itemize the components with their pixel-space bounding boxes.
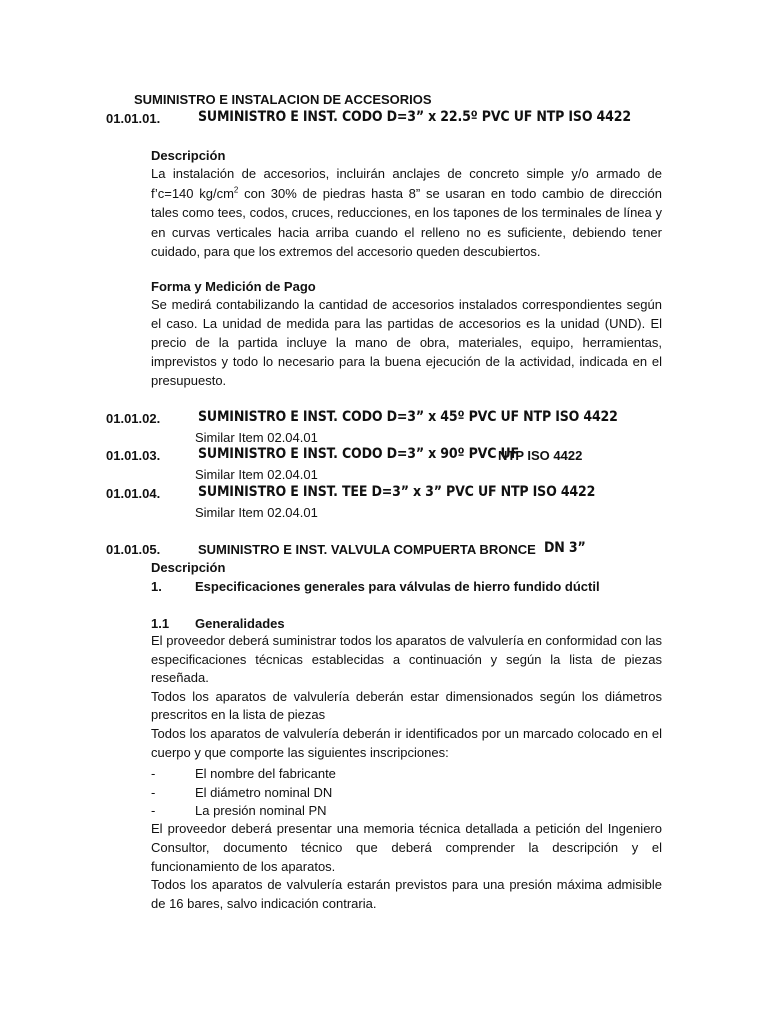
forma-paragraph: Se medirá contabilizando la cantidad de accesorios instalados correspondientes según el caso. La unidad de medida para las partidas de accesorios es la unidad (UND). El precio de la partida incluye la mano de obra, materiales, equipo, herramientas, imprevistos y todo lo necesario para la buena ejecución de la actividad, indicada en el presupuesto. bbox=[151, 297, 662, 388]
item-code: 01.01.05. bbox=[106, 542, 161, 557]
forma-text bbox=[151, 295, 662, 390]
item-title: SUMINISTRO E INST. CODO D=3” x 22.5º PVC UF NTP ISO 4422 bbox=[198, 109, 631, 125]
paragraph: El proveedor deberá suministrar todos los aparatos de valvulería en conformidad con las especificaciones técnicas establecidas a continuación y según la lista de piezas reseñada. bbox=[151, 633, 662, 686]
item-code: 01.01.01. bbox=[106, 111, 161, 126]
item-code: 01.01.03. bbox=[106, 448, 161, 463]
bullet-mark: - bbox=[151, 785, 156, 800]
spec-title: Especificaciones generales para válvulas de hierro fundido dúctil bbox=[195, 579, 600, 594]
forma-heading: Forma y Medición de Pago bbox=[151, 279, 316, 294]
final-body bbox=[151, 820, 662, 914]
paragraph: Todos los aparatos de valvulería deberán estar dimensionados según los diámetros prescritos en la lista de piezas bbox=[151, 688, 662, 723]
item-code: 01.01.02. bbox=[106, 411, 161, 426]
paragraph: Todos los aparatos de valvulería estarán previstos para una presión máxima admisible de 16 bares, salvo indicación contraria. bbox=[151, 877, 662, 912]
generalidades-body bbox=[151, 632, 662, 762]
item-title-tail: DN 3” bbox=[544, 540, 586, 556]
item-title: SUMINISTRO E INST. VALVULA COMPUERTA BRONCE bbox=[198, 542, 536, 557]
item-title: SUMINISTRO E INST. CODO D=3” x 90º PVC UF bbox=[198, 446, 519, 462]
descripcion-heading: Descripción bbox=[151, 148, 226, 163]
item-title: SUMINISTRO E INST. CODO D=3” x 45º PVC UF NTP ISO 4422 bbox=[198, 409, 618, 425]
superscript: 2 bbox=[233, 185, 239, 195]
descripcion-text-a: La instalación de accesorios, incluirán anclajes de concreto simple y/o armado de f’c=140 kg/cm bbox=[151, 166, 662, 201]
paragraph: El proveedor deberá presentar una memoria técnica detallada a petición del Ingeniero Consultor, documento técnico que deberá comprender la descripción y el funcionamiento de los aparatos. bbox=[151, 821, 662, 874]
valvula-descripcion-heading: Descripción bbox=[151, 560, 226, 575]
item-note: Similar Item 02.04.01 bbox=[195, 467, 318, 482]
generalidades-number: 1.1 bbox=[151, 616, 170, 631]
descripcion-text bbox=[151, 164, 662, 262]
item-code: 01.01.04. bbox=[106, 486, 161, 501]
item-note: Similar Item 02.04.01 bbox=[195, 430, 318, 445]
spec-number: 1. bbox=[151, 579, 162, 594]
bullet-mark: - bbox=[151, 803, 156, 818]
generalidades-title: Generalidades bbox=[195, 616, 285, 631]
bullet-mark: - bbox=[151, 766, 156, 781]
paragraph: Todos los aparatos de valvulería deberán ir identificados por un marcado colocado en el cuerpo y que comporte las siguientes inscripciones: bbox=[151, 725, 662, 760]
descripcion-text-b: con 30% de piedras hasta 8” se usaran en todo cambio de dirección tales como tees, codos, cruces, reducciones, en los tapones de los terminales de línea y en curvas verticales hacia arriba cuando el relleno no es suficiente, debiendo tener cuidado, para que los extremos del accesorio queden descubiertos. bbox=[151, 185, 662, 259]
item-title: SUMINISTRO E INST. TEE D=3” x 3” PVC UF NTP ISO 4422 bbox=[198, 484, 596, 500]
list-item: El diámetro nominal DN bbox=[195, 785, 333, 800]
section-title: SUMINISTRO E INSTALACION DE ACCESORIOS bbox=[134, 92, 432, 107]
list-item: El nombre del fabricante bbox=[195, 766, 336, 781]
item-title-tail: NTP ISO 4422 bbox=[498, 448, 583, 463]
item-note: Similar Item 02.04.01 bbox=[195, 505, 318, 520]
list-item: La presión nominal PN bbox=[195, 803, 327, 818]
